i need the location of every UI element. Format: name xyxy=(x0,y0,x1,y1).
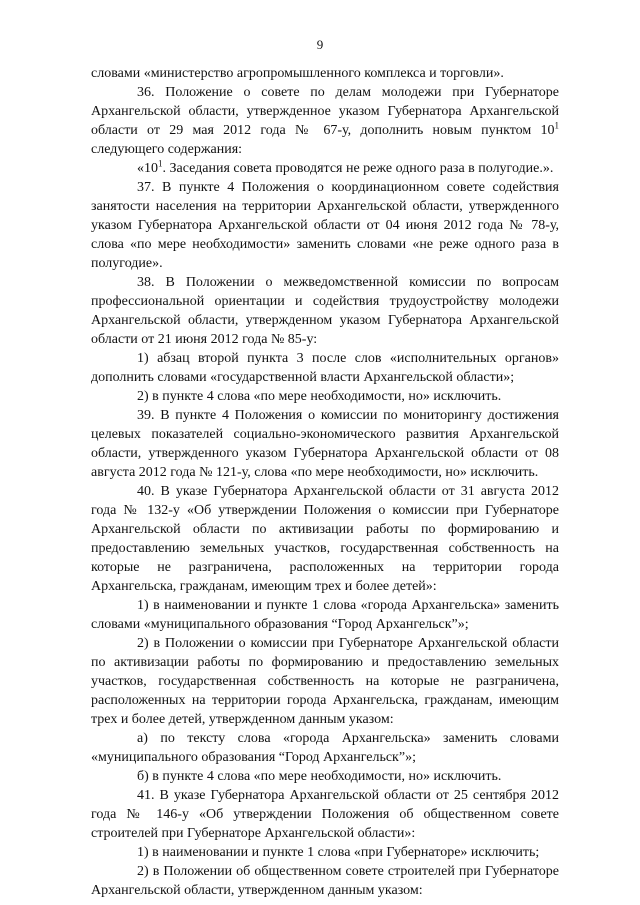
paragraph-text: 36. Положение о совете по делам молодежи при Губернаторе Архангельской области, утвержденное указом Губернатора Архангельской области от 29 мая 2012 года № 67-у, дополнить новым пунктом 10 xyxy=(91,85,559,138)
paragraph-subitem: 1) в наименовании и пункте 1 слова «при Губернаторе» исключить; xyxy=(137,845,540,860)
paragraph-subitem: а) по тексту слова «города Архангельска» заменить словами «муниципального образования “Город Архангельск”»; xyxy=(91,731,559,765)
paragraph-item-38: 38. В Положении о межведомственной комиссии по вопросам профессиональной ориентации и содействия трудоустройству молодежи Архангельской области, утвержденном указом Губернатора Архангельской области от 21 июня 2012 года № 85-у: xyxy=(91,275,559,347)
paragraph-item-10-1 xyxy=(91,159,559,178)
superscript: 1 xyxy=(158,158,163,169)
paragraph: словами «министерство агропромышленного комплекса и торговли». xyxy=(91,66,504,81)
paragraph-subitem: 1) абзац второй пункта 3 после слов «исполнительных органов» дополнить словами «государственной власти Архангельской области»; xyxy=(91,351,559,385)
paragraph-item-37: 37. В пункте 4 Положения о координационном совете содействия занятости населения на территории Архангельской области, утвержденного указом Губернатора Архангельской области от 04 июня 2012 года № 78-у, слова «по мере необходимости» заменить словами «не реже одного раза в полугодие». xyxy=(91,180,559,271)
paragraph-text: «10 xyxy=(137,161,158,176)
paragraph-subitem: б) в пункте 4 слова «по мере необходимости, но» исключить. xyxy=(137,769,502,784)
document-body xyxy=(91,64,559,900)
paragraph-subitem: 2) в пункте 4 слова «по мере необходимости, но» исключить. xyxy=(137,389,502,404)
paragraph-subitem: 2) в Положении о комиссии при Губернаторе Архангельской области по активизации работы по формированию и предоставлению земельных участков, государственная собственность на которые не разграничена, расположенных на территории города Архангельска, гражданам, имеющим трех и более детей, утвержденном данным указом: xyxy=(91,636,559,727)
paragraph-text: следующего содержания: xyxy=(91,142,243,157)
paragraph-subitem: 1) в наименовании и пункте 1 слова «города Архангельска» заменить словами «муниципального образования “Город Архангельск”»; xyxy=(91,598,559,632)
paragraph-subitem: 2) в Положении об общественном совете строителей при Губернаторе Архангельской области, утвержденном данным указом: xyxy=(91,864,559,898)
superscript: 1 xyxy=(554,120,559,131)
paragraph-item-41: 41. В указе Губернатора Архангельской области от 25 сентября 2012 года № 146-у «Об утверждении Положения об общественном совете строителей при Губернаторе Архангельской области»: xyxy=(91,788,559,841)
paragraph-item-39: 39. В пункте 4 Положения о комиссии по мониторингу достижения целевых показателей социально-экономического развития Архангельской области, утвержденного указом Губернатора Архангельской области от 08 августа 2012 года № 121-у, слова «по мере необходимости, но» исключить. xyxy=(91,408,559,480)
paragraph-item-40: 40. В указе Губернатора Архангельской области от 31 августа 2012 года № 132-у «Об утверждении Положения о комиссии при Губернаторе Архангельской области по активизации работы по формированию и предоставлению земельных участков, государственная собственность на которые не разграничена, расположенных на территории города Архангельска, гражданам, имеющим трех и более детей»: xyxy=(91,484,559,594)
paragraph-item-36 xyxy=(91,83,559,159)
paragraph-text: . Заседания совета проводятся не реже одного раза в полугодие.». xyxy=(162,161,554,176)
page-number: 9 xyxy=(316,37,324,52)
